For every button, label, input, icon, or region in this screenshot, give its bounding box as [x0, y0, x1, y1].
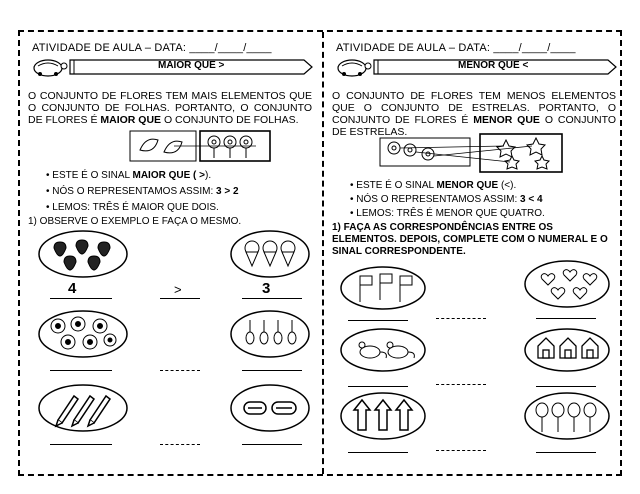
instruction-right: 1) FAÇA AS CORRESPONDÊNCIAS ENTRE OS ELEMENTOS. DEPOIS, COMPLETE COM O NUMERAL E O SINAL CORRESPONDENTE. — [332, 222, 608, 257]
answer-line-2a — [50, 370, 112, 371]
house-icon — [538, 338, 598, 358]
example-number-right: 3 — [262, 280, 271, 297]
answer-line-r2b — [436, 384, 486, 385]
paragraph-left: O CONJUNTO DE FLORES TEM MAIS ELEMENTOS QUE O CONJUNTO DE FOLHAS. PORTANTO, O CONJUNTO DE FLORES É MAIOR QUE O CONJUNTO DE FOLHAS. — [28, 90, 312, 126]
oval-hearts — [524, 260, 610, 308]
panel-menor-que — [324, 32, 624, 474]
bullet-represent-left: • NÓS O REPRESENTAMOS ASSIM: 3 > 2 — [46, 186, 239, 197]
paragraph-right: O CONJUNTO DE FLORES TEM MENOS ELEMENTOS QUE O CONJUNTO DE ESTRELAS. PORTANTO, O CONJUNTO DE FLORES É MENOR QUE O CONJUNTO DE ESTRELAS. — [332, 90, 616, 138]
oval-flags — [340, 266, 426, 310]
answer-line-1b — [160, 298, 200, 299]
answer-line-3b — [160, 444, 200, 445]
answer-line-r1b — [436, 318, 486, 319]
oval-arrows — [340, 392, 426, 440]
answer-line-r1a — [348, 320, 408, 321]
answer-line-1c — [242, 298, 302, 299]
bullet-read-right: • LEMOS: TRÊS É MENOR QUE QUATRO. — [350, 208, 545, 219]
oval-strawberries — [38, 230, 128, 278]
answer-line-r1c — [536, 318, 596, 319]
oval-balls — [38, 310, 128, 358]
answer-line-1a — [50, 298, 112, 299]
arrow-up-icon — [354, 400, 412, 430]
oval-ice-creams — [230, 230, 310, 278]
example-sign: > — [174, 282, 182, 297]
bullet-represent-right: • NÓS O REPRESENTAMOS ASSIM: 3 < 4 — [350, 194, 543, 205]
answer-line-r2a — [348, 386, 408, 387]
oval-pencils — [38, 384, 128, 432]
banner-title-left: MAIOR QUE > — [158, 60, 225, 71]
oval-balloons — [524, 392, 610, 440]
answer-line-3c — [242, 444, 302, 445]
star-icon — [497, 138, 549, 169]
oval-houses — [524, 328, 610, 372]
example-number-left: 4 — [68, 280, 77, 297]
header-date-right: ATIVIDADE DE AULA – DATA: ____/____/____ — [336, 42, 576, 54]
oval-mice — [340, 328, 426, 372]
worksheet — [18, 30, 622, 476]
bullet-sign-right: • ESTE É O SINAL MENOR QUE (<). — [350, 180, 517, 191]
answer-line-2b — [160, 370, 200, 371]
panel-maior-que — [20, 32, 320, 474]
answer-line-r3b — [436, 450, 486, 451]
flower-icon — [388, 142, 434, 160]
bullet-read-left: • LEMOS: TRÊS É MAIOR QUE DOIS. — [46, 202, 219, 213]
bullet-sign-left: • ESTE É O SINAL MAIOR QUE ( >). — [46, 170, 212, 181]
instruction-left: 1) OBSERVE O EXEMPLO E FAÇA O MESMO. — [28, 216, 242, 227]
oval-spoons — [230, 310, 310, 358]
answer-line-3a — [50, 444, 112, 445]
answer-line-r3c — [536, 452, 596, 453]
banner-title-right: MENOR QUE < — [458, 60, 529, 71]
header-date-left: ATIVIDADE DE AULA – DATA: ____/____/____ — [32, 42, 272, 54]
ice-cream-icon — [245, 241, 295, 266]
answer-line-2c — [242, 370, 302, 371]
answer-line-r2c — [536, 386, 596, 387]
answer-line-r3a — [348, 452, 408, 453]
example-sets-left — [130, 130, 306, 162]
turtle-icon — [34, 60, 67, 76]
oval-sausages — [230, 384, 310, 432]
turtle-icon — [338, 60, 371, 76]
example-sets-right — [380, 134, 580, 174]
flower-icon — [208, 136, 252, 158]
